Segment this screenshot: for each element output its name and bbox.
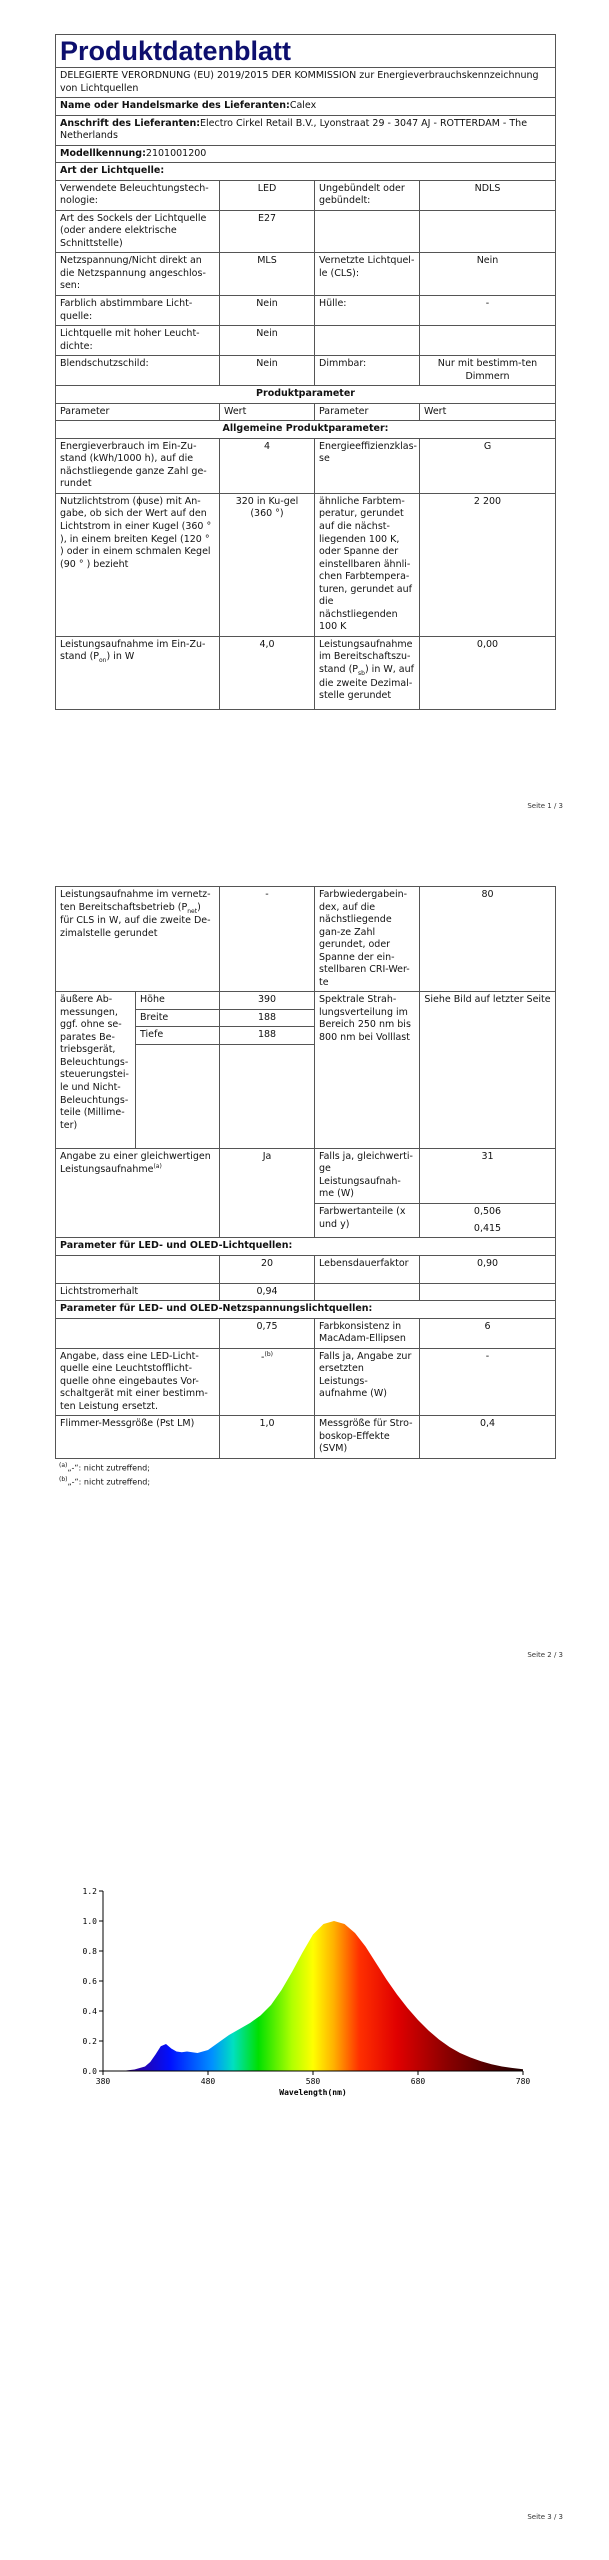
dimensions-label: äußere Ab-messungen, ggf. ohne se-parates Be-triebsgerät, Beleuchtungs-steuerungstei-le und Nicht-Beleuchtungs-teile (Millime-ter) xyxy=(56,992,136,1149)
type-label-1: Verwendete Beleuchtungstech-nologie: xyxy=(56,180,220,210)
regulation-text: DELEGIERTE VERORDNUNG (EU) 2019/2015 DER KOMMISSION zur Energieverbrauchskennzeichnung von Lichtquellen xyxy=(56,68,556,98)
general-heading: Allgemeine Produktparameter: xyxy=(56,421,556,439)
replacement-sup: (b) xyxy=(264,1350,273,1358)
param-label-2: ähnliche Farbtem-peratur, gerundet auf die nächst-liegenden 100 K, oder Spanne der einstellbaren ähnli-chen Farbtempera-turen, gerundet auf die nächstliegenden 100 K xyxy=(315,493,420,636)
y-tick-label: 0.0 xyxy=(82,2067,97,2076)
equivalent-power-label: Falls ja, gleichwerti-ge Leistungsaufnah-me (W) xyxy=(315,1148,420,1203)
type-heading: Art der Lichtquelle: xyxy=(56,163,556,181)
maintenance-value: 0,94 xyxy=(220,1283,315,1301)
type-label-1: Netzspannung/Nicht direkt an die Netzspannung angeschlos-sen: xyxy=(56,253,220,296)
footnote-a-sup: (a) xyxy=(59,1461,68,1469)
spectrum-svg xyxy=(55,1881,535,2111)
spectral-value: Siehe Bild auf letzter Seite xyxy=(420,992,556,1149)
param-heading: Produktparameter xyxy=(56,386,556,404)
chromaticity-y: 0,415 xyxy=(420,1221,556,1238)
type-label-2: Dimmbar: xyxy=(315,356,420,386)
y-ticks xyxy=(83,1887,103,2076)
replacement-label: Angabe, dass eine LED-Licht-quelle eine Leuchtstofflicht-quelle ohne eingebautes Vor-schaltgerät mit einer bestimm-ten Leistung ersetzt. xyxy=(56,1348,220,1416)
page-3 xyxy=(0,1706,609,2560)
net-standby-sub: net xyxy=(187,907,198,915)
param-row xyxy=(56,493,556,636)
page-title: Produktdatenblatt xyxy=(56,35,556,68)
type-rows xyxy=(56,180,556,385)
type-row xyxy=(56,253,556,296)
param-row xyxy=(56,438,556,493)
y-tick-label: 1.2 xyxy=(82,1887,97,1896)
dim-empty-label xyxy=(136,1044,220,1148)
equivalent-sup: (a) xyxy=(153,1163,162,1171)
col-header-value-2: Wert xyxy=(420,403,556,421)
dim-value-width: 188 xyxy=(220,1009,315,1027)
model-label: Modellkennung: xyxy=(60,147,146,159)
dim-value-depth: 188 xyxy=(220,1027,315,1045)
datasheet-page-2 xyxy=(55,886,555,1488)
col-header-param-2: Parameter xyxy=(315,403,420,421)
type-value-1: LED xyxy=(220,180,315,210)
footnote-a xyxy=(55,1461,555,1475)
chromaticity-label: Farbwertanteile (x und y) xyxy=(315,1203,420,1237)
supplier-name: Calex xyxy=(289,100,317,112)
type-label-1: Art des Sockels der Lichtquelle (oder andere elektrische Schnittstelle) xyxy=(56,210,220,253)
type-value-1: Nein xyxy=(220,326,315,356)
type-value-1: Nein xyxy=(220,296,315,326)
type-value-1: E27 xyxy=(220,210,315,253)
page-1 xyxy=(0,0,609,853)
net-standby-label-a: Leistungsaufnahme im vernetz-ten Bereitschaftsbetrieb (P xyxy=(60,889,211,913)
dim-label-depth: Tiefe xyxy=(136,1027,220,1045)
chromaticity-x: 0,506 xyxy=(420,1203,556,1220)
cri-label: Farbwiedergabein-dex, auf die nächstliegende gan-ze Zahl gerundet, oder Spanne der ein-stellbaren CRI-Wer-te xyxy=(315,887,420,992)
flicker-value: 1,0 xyxy=(220,1416,315,1459)
x-tick-label: 580 xyxy=(305,2077,321,2086)
page-2 xyxy=(0,853,609,1706)
page-footer-1: Seite 1 / 3 xyxy=(527,802,563,810)
spectral-label: Spektrale Strah-lungsverteilung im Bereich 250 nm bis 800 nm bei Volllast xyxy=(315,992,420,1149)
x-tick-label: 680 xyxy=(410,2077,426,2086)
param-label-1: Energieverbrauch im Ein-Zu-stand (kWh/1000 h), auf die nächstliegende ganze Zahl ge-rundet xyxy=(56,438,220,493)
footnote-b-text: „-“: nicht zutreffend; xyxy=(67,1477,151,1487)
standby-value: 0,00 xyxy=(420,636,556,709)
dim-empty-value xyxy=(220,1044,315,1148)
power-on-label xyxy=(56,636,220,709)
macadam-value: 6 xyxy=(420,1318,556,1348)
displacement-value: 0,75 xyxy=(220,1318,315,1348)
footnote-b xyxy=(55,1475,555,1489)
supplier-name-row xyxy=(56,98,556,116)
x-ticks xyxy=(96,2071,531,2086)
type-row xyxy=(56,356,556,386)
spectrum-chart xyxy=(55,1881,535,2111)
maintenance-empty-value xyxy=(420,1283,556,1301)
supplier-address-label: Anschrift des Lieferanten: xyxy=(60,117,201,129)
param-label-2: Energieeffizienzklas-se xyxy=(315,438,420,493)
power-on-value: 4,0 xyxy=(220,636,315,709)
datasheet-table-1 xyxy=(55,34,556,710)
standby-sub: sb xyxy=(358,669,365,677)
maintenance-label: Lichtstromerhalt xyxy=(56,1283,220,1301)
net-standby-value: - xyxy=(220,887,315,992)
model-row xyxy=(56,145,556,163)
x-axis-label: Wavelength(nm) xyxy=(279,2088,347,2097)
net-standby-label xyxy=(56,887,220,992)
param-value-2: G xyxy=(420,438,556,493)
type-label-2: Vernetzte Lichtquel-le (CLS): xyxy=(315,253,420,296)
equivalent-power-value: 31 xyxy=(420,1148,556,1203)
type-row xyxy=(56,326,556,356)
spectrum-area xyxy=(103,1921,523,2071)
replacement-value xyxy=(220,1348,315,1416)
type-value-1: MLS xyxy=(220,253,315,296)
svm-label: Messgröße für Stro-boskop-Effekte (SVM) xyxy=(315,1416,420,1459)
type-row xyxy=(56,180,556,210)
power-on-label-a: Leistungsaufnahme im Ein-Zu-stand (P xyxy=(60,638,206,663)
type-label-1: Blendschutzschild: xyxy=(56,356,220,386)
type-value-2: Nur mit bestimm-ten Dimmern xyxy=(420,356,556,386)
supplier-name-label: Name oder Handelsmarke des Lieferanten: xyxy=(60,100,290,112)
type-label-1: Farblich abstimmbare Licht-quelle: xyxy=(56,296,220,326)
type-row xyxy=(56,296,556,326)
y-tick-label: 0.6 xyxy=(82,1977,97,1986)
param-value-1: 4 xyxy=(220,438,315,493)
param-label-1: Nutzlichtstrom (ϕuse) mit An-gabe, ob sich der Wert auf den Lichtstrom in einer Kugel (360 ° ), in einem breiten Kegel (120 ° ) oder in einem schmalen Kegel (90 ° ) bezieht xyxy=(56,493,220,636)
page-footer-2: Seite 2 / 3 xyxy=(527,1651,563,1659)
x-tick-label: 480 xyxy=(200,2077,216,2086)
param-value-2: 2 200 xyxy=(420,493,556,636)
flicker-label: Flimmer-Messgröße (Pst LM) xyxy=(56,1416,220,1459)
x-tick-label: 380 xyxy=(95,2077,111,2086)
net-standby-label-b: ) für CLS in W, auf die zweite De-zimalstelle gerundet xyxy=(60,901,211,939)
power-on-label-b: ) in W xyxy=(106,651,135,663)
maintenance-empty-label xyxy=(315,1283,420,1301)
dim-label-width: Breite xyxy=(136,1009,220,1027)
type-value-2 xyxy=(420,210,556,253)
cri-value: 80 xyxy=(420,887,556,992)
type-value-2 xyxy=(420,326,556,356)
dim-label-height: Höhe xyxy=(136,992,220,1010)
y-tick-label: 1.0 xyxy=(82,1917,97,1926)
life-value: 0,90 xyxy=(420,1255,556,1283)
led-heading: Parameter für LED- und OLED-Lichtquellen: xyxy=(56,1238,556,1256)
supplier-address: Electro Cirkel Retail B.V., Lyonstraat 29 - 3047 AJ - ROTTERDAM - The Netherlands xyxy=(60,117,528,142)
type-value-2: Nein xyxy=(420,253,556,296)
type-value-2: NDLS xyxy=(420,180,556,210)
standby-label-a: Leistungsaufnahme im Bereitschaftszu-stand (P xyxy=(319,638,413,675)
type-label-2: Ungebündelt oder gebündelt: xyxy=(315,180,420,210)
datasheet-page-1 xyxy=(55,34,555,710)
model-id: 2101001200 xyxy=(145,147,207,159)
type-label-2 xyxy=(315,326,420,356)
type-row xyxy=(56,210,556,253)
param-value-1: 320 in Ku-gel (360 °) xyxy=(220,493,315,636)
macadam-label: Farbkonsistenz in MacAdam-Ellipsen xyxy=(315,1318,420,1348)
supplier-address-row xyxy=(56,115,556,145)
replacement-value-text: - xyxy=(261,1351,265,1363)
x-tick-label: 780 xyxy=(515,2077,531,2086)
col-header-value-1: Wert xyxy=(220,403,315,421)
equivalent-label xyxy=(56,1148,220,1237)
standby-label xyxy=(315,636,420,709)
type-label-1: Lichtquelle mit hoher Leucht-dichte: xyxy=(56,326,220,356)
param-rows xyxy=(56,438,556,636)
power-on-sub: on xyxy=(99,657,107,665)
life-label: Lebensdauerfaktor xyxy=(315,1255,420,1283)
datasheet-table-2 xyxy=(55,886,556,1459)
type-value-1: Nein xyxy=(220,356,315,386)
r9-value: 20 xyxy=(220,1255,315,1283)
footnote-b-sup: (b) xyxy=(59,1475,68,1483)
r9-label xyxy=(56,1255,220,1283)
standby-label-b: ) in W, auf die zweite Dezimal-stelle gerundet xyxy=(319,663,414,702)
mains-heading: Parameter für LED- und OLED-Netzspannungslichtquellen: xyxy=(56,1301,556,1319)
dim-value-height: 390 xyxy=(220,992,315,1010)
type-label-2 xyxy=(315,210,420,253)
y-tick-label: 0.4 xyxy=(82,2007,97,2016)
equivalent-label-text: Angabe zu einer gleichwertigen Leistungsaufnahme xyxy=(60,1150,211,1176)
replacement-power-value: - xyxy=(420,1348,556,1416)
y-tick-label: 0.2 xyxy=(82,2037,97,2046)
displacement-label xyxy=(56,1318,220,1348)
y-tick-label: 0.8 xyxy=(82,1947,97,1956)
replacement-power-label: Falls ja, Angabe zur ersetzten Leistungs-aufnahme (W) xyxy=(315,1348,420,1416)
svm-value: 0,4 xyxy=(420,1416,556,1459)
equivalent-value: Ja xyxy=(220,1148,315,1237)
type-value-2: - xyxy=(420,296,556,326)
footnote-a-text: „-“: nicht zutreffend; xyxy=(67,1463,150,1473)
page-footer-3: Seite 3 / 3 xyxy=(527,2513,563,2521)
col-header-param-1: Parameter xyxy=(56,403,220,421)
type-label-2: Hülle: xyxy=(315,296,420,326)
